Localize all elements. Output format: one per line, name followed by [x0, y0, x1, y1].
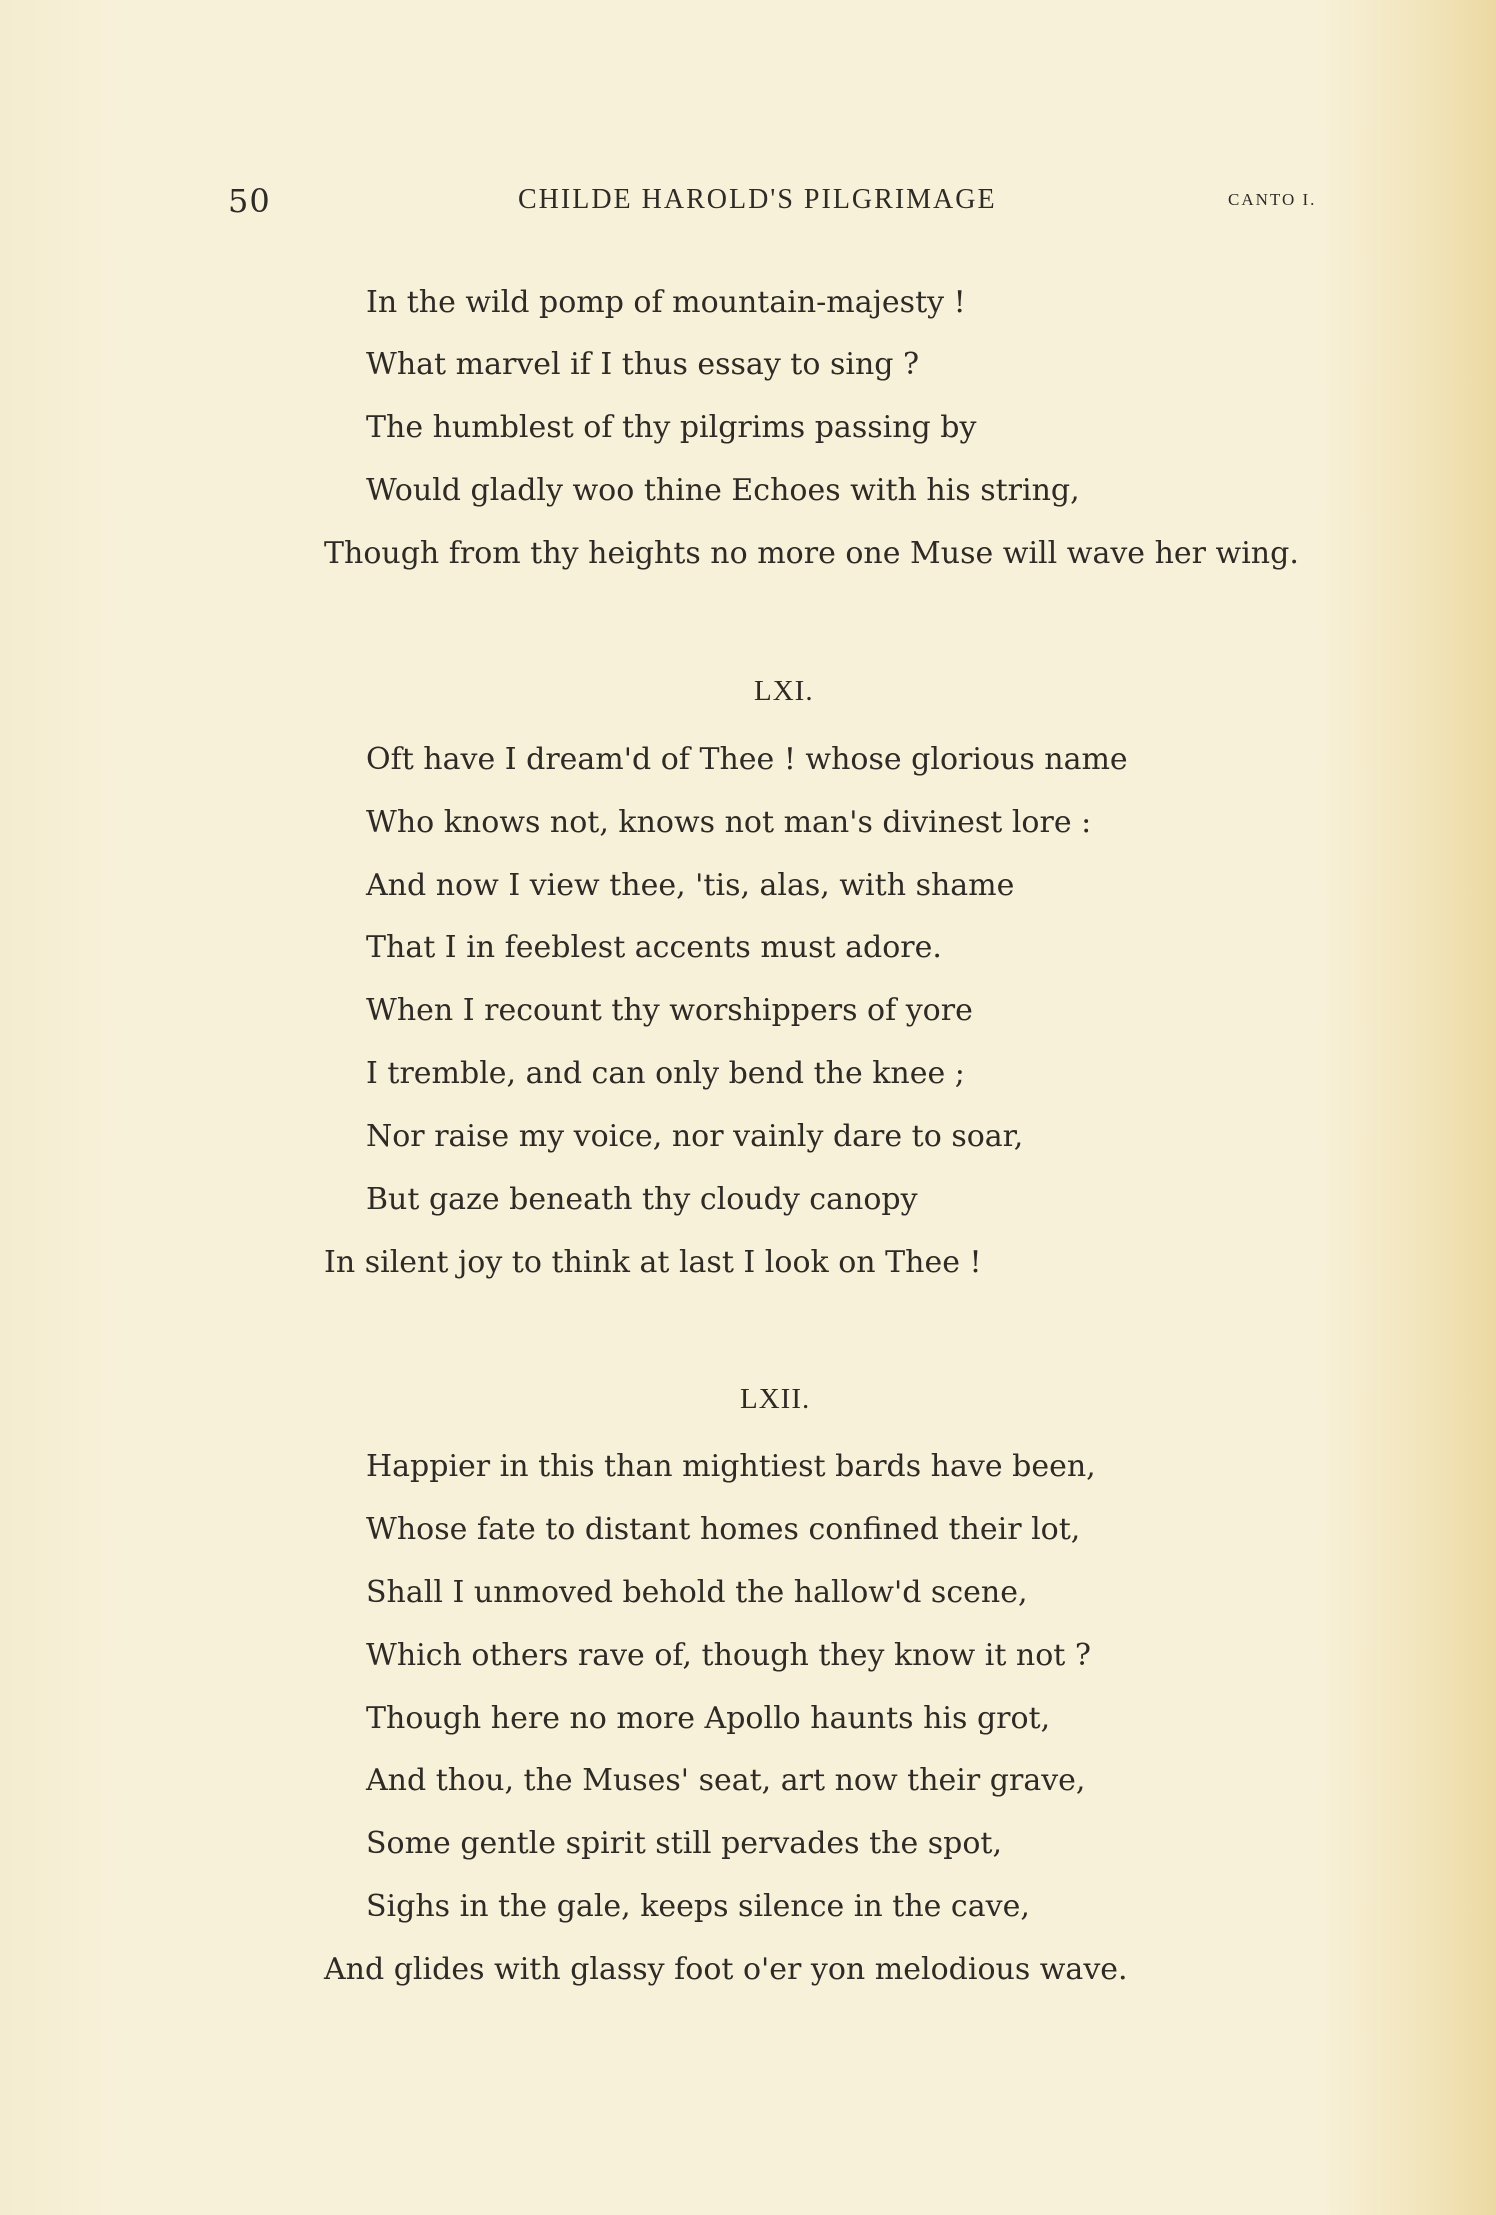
verse-line: And now I view thee, 'tis, alas, with shame: [366, 868, 1015, 903]
canto-label: CANTO I.: [1228, 190, 1317, 209]
stanza-number: LXII.: [740, 1383, 811, 1415]
verse-line: Who knows not, knows not man's divinest lore :: [366, 805, 1092, 840]
verse-line: Nor raise my voice, nor vainly dare to soar,: [366, 1119, 1024, 1154]
verse-line: Some gentle spirit still pervades the spot,: [366, 1826, 1003, 1861]
verse-line: I tremble, and can only bend the knee ;: [366, 1056, 965, 1091]
verse-line: Sighs in the gale, keeps silence in the cave,: [366, 1889, 1030, 1924]
verse-line: In silent joy to think at last I look on Thee !: [324, 1245, 982, 1280]
verse-line: What marvel if I thus essay to sing ?: [366, 347, 920, 382]
verse-line: That I in feeblest accents must adore.: [366, 930, 942, 965]
verse-line: The humblest of thy pilgrims passing by: [366, 410, 977, 445]
verse-line: But gaze beneath thy cloudy canopy: [366, 1182, 918, 1217]
verse-line: Whose fate to distant homes confined their lot,: [366, 1512, 1081, 1547]
verse-line: And thou, the Muses' seat, art now their grave,: [366, 1763, 1086, 1798]
verse-line: When I recount thy worshippers of yore: [366, 993, 973, 1028]
verse-line: Oft have I dream'd of Thee ! whose glorious name: [366, 742, 1128, 777]
running-title: CHILDE HAROLD'S PILGRIMAGE: [518, 184, 997, 215]
verse-line: Which others rave of, though they know it not ?: [366, 1638, 1091, 1673]
verse-line: In the wild pomp of mountain-majesty !: [366, 285, 966, 320]
page-number: 50: [228, 182, 271, 220]
running-header: [0, 178, 1496, 228]
stanza-number: LXI.: [754, 675, 814, 707]
verse-line: Though here no more Apollo haunts his grot,: [366, 1701, 1051, 1736]
verse-line: Shall I unmoved behold the hallow'd scene,: [366, 1575, 1028, 1610]
verse-line: Though from thy heights no more one Muse will wave her wing.: [324, 536, 1299, 571]
verse-line: And glides with glassy foot o'er yon melodious wave.: [324, 1952, 1128, 1987]
verse-line: Happier in this than mightiest bards have been,: [366, 1449, 1096, 1484]
verse-line: Would gladly woo thine Echoes with his string,: [366, 473, 1080, 508]
